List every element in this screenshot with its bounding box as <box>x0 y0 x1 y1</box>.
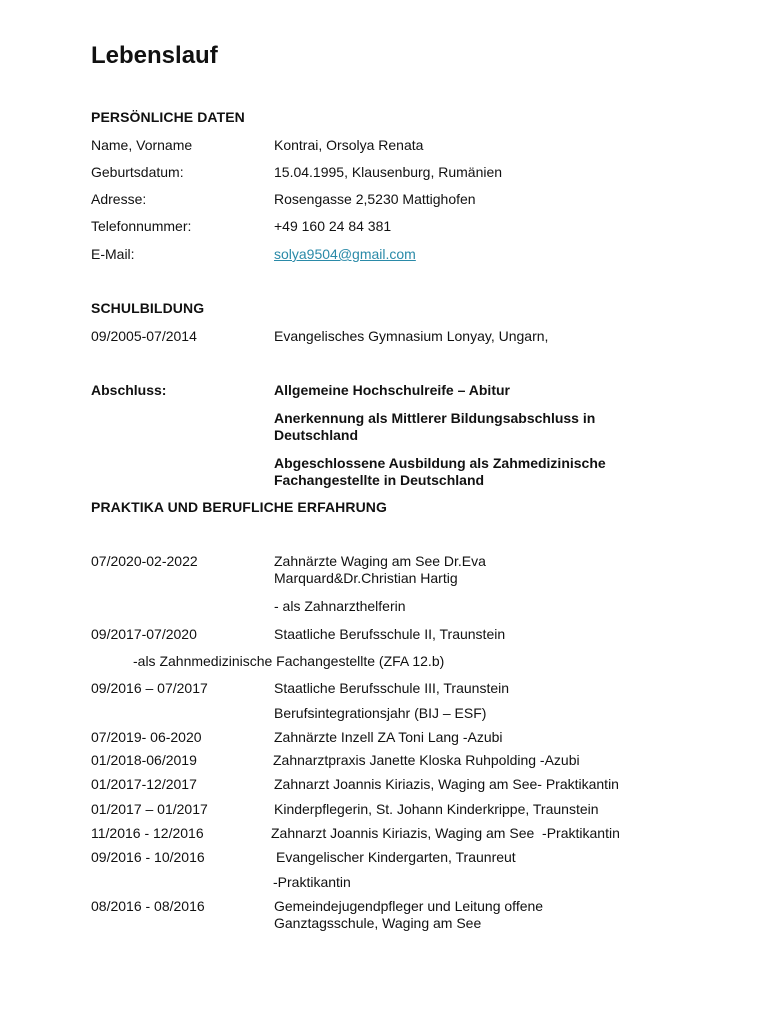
experience-text: Zahnärzte Waging am See Dr.Eva Marquard&Dr.Christian Hartig <box>274 553 486 586</box>
degree-1: Allgemeine Hochschulreife – Abitur <box>274 382 510 398</box>
experience-period: 08/2016 - 08/2016 <box>91 898 205 914</box>
school-period: 09/2005-07/2014 <box>91 328 197 344</box>
email-label: E-Mail: <box>91 246 135 262</box>
phone-label: Telefonnummer: <box>91 218 192 234</box>
school-institution: Evangelisches Gymnasium Lonyay, Ungarn, <box>274 328 549 344</box>
experience-period: 07/2020-02-2022 <box>91 553 198 569</box>
email-link[interactable]: solya9504@gmail.com <box>274 246 416 262</box>
degree-3: Abgeschlossene Ausbildung als Zahmedizinische Fachangestellte in Deutschland <box>274 455 606 488</box>
birth-value: 15.04.1995, Klausenburg, Rumänien <box>274 164 503 180</box>
degree-2: Anerkennung als Mittlerer Bildungsabschluss in Deutschland <box>274 410 596 443</box>
experience-text: Kinderpflegerin, St. Johann Kinderkrippe, Traunstein <box>274 801 599 817</box>
experience-text: Gemeindejugendpfleger und Leitung offene Ganztagsschule, Waging am See <box>274 898 544 931</box>
experience-text: Staatliche Berufsschule III, Traunstein <box>274 680 510 696</box>
experience-note: Berufsintegrationsjahr (BIJ – ESF) <box>274 705 487 721</box>
name-value: Kontrai, Orsolya Renata <box>274 137 424 153</box>
experience-period: 11/2016 - 12/2016 <box>91 825 204 841</box>
address-label: Adresse: <box>91 191 147 207</box>
experience-period: 09/2016 - 10/2016 <box>91 849 205 865</box>
experience-period: 09/2017-07/2020 <box>91 626 197 642</box>
experience-period: 01/2018-06/2019 <box>91 752 197 768</box>
experience-text: Evangelischer Kindergarten, Traunreut <box>276 849 516 865</box>
experience-text: Staatliche Berufsschule II, Traunstein <box>274 626 506 642</box>
experience-text: Zahnarzt Joannis Kiriazis, Waging am See- Praktikantin <box>274 776 619 792</box>
experience-text: Zahnarzt Joannis Kiriazis, Waging am See -Praktikantin <box>271 825 620 841</box>
birth-label: Geburtsdatum: <box>91 164 184 180</box>
name-label: Name, Vorname <box>91 137 193 153</box>
experience-note: -als Zahnmedizinische Fachangestellte (ZFA 12.b) <box>133 653 445 669</box>
experience-period: 01/2017-12/2017 <box>91 776 197 792</box>
degree-label: Abschluss: <box>91 382 167 398</box>
section-heading-school: SCHULBILDUNG <box>91 300 205 316</box>
section-heading-experience: PRAKTIKA UND BERUFLICHE ERFAHRUNG <box>91 499 388 515</box>
phone-value: +49 160 24 84 381 <box>274 218 392 234</box>
section-heading-personal: PERSÖNLICHE DATEN <box>91 109 245 125</box>
experience-period: 09/2016 – 07/2017 <box>91 680 208 696</box>
experience-text: Zahnarztpraxis Janette Kloska Ruhpolding -Azubi <box>273 752 580 768</box>
experience-note: -Praktikantin <box>273 874 351 890</box>
experience-text: Zahnärzte Inzell ZA Toni Lang -Azubi <box>274 729 503 745</box>
experience-period: 07/2019- 06-2020 <box>91 729 202 745</box>
address-value: Rosengasse 2,5230 Mattighofen <box>274 191 476 207</box>
experience-period: 01/2017 – 01/2017 <box>91 801 208 817</box>
experience-note: - als Zahnarzthelferin <box>274 598 406 614</box>
page-title: Lebenslauf <box>91 42 218 69</box>
